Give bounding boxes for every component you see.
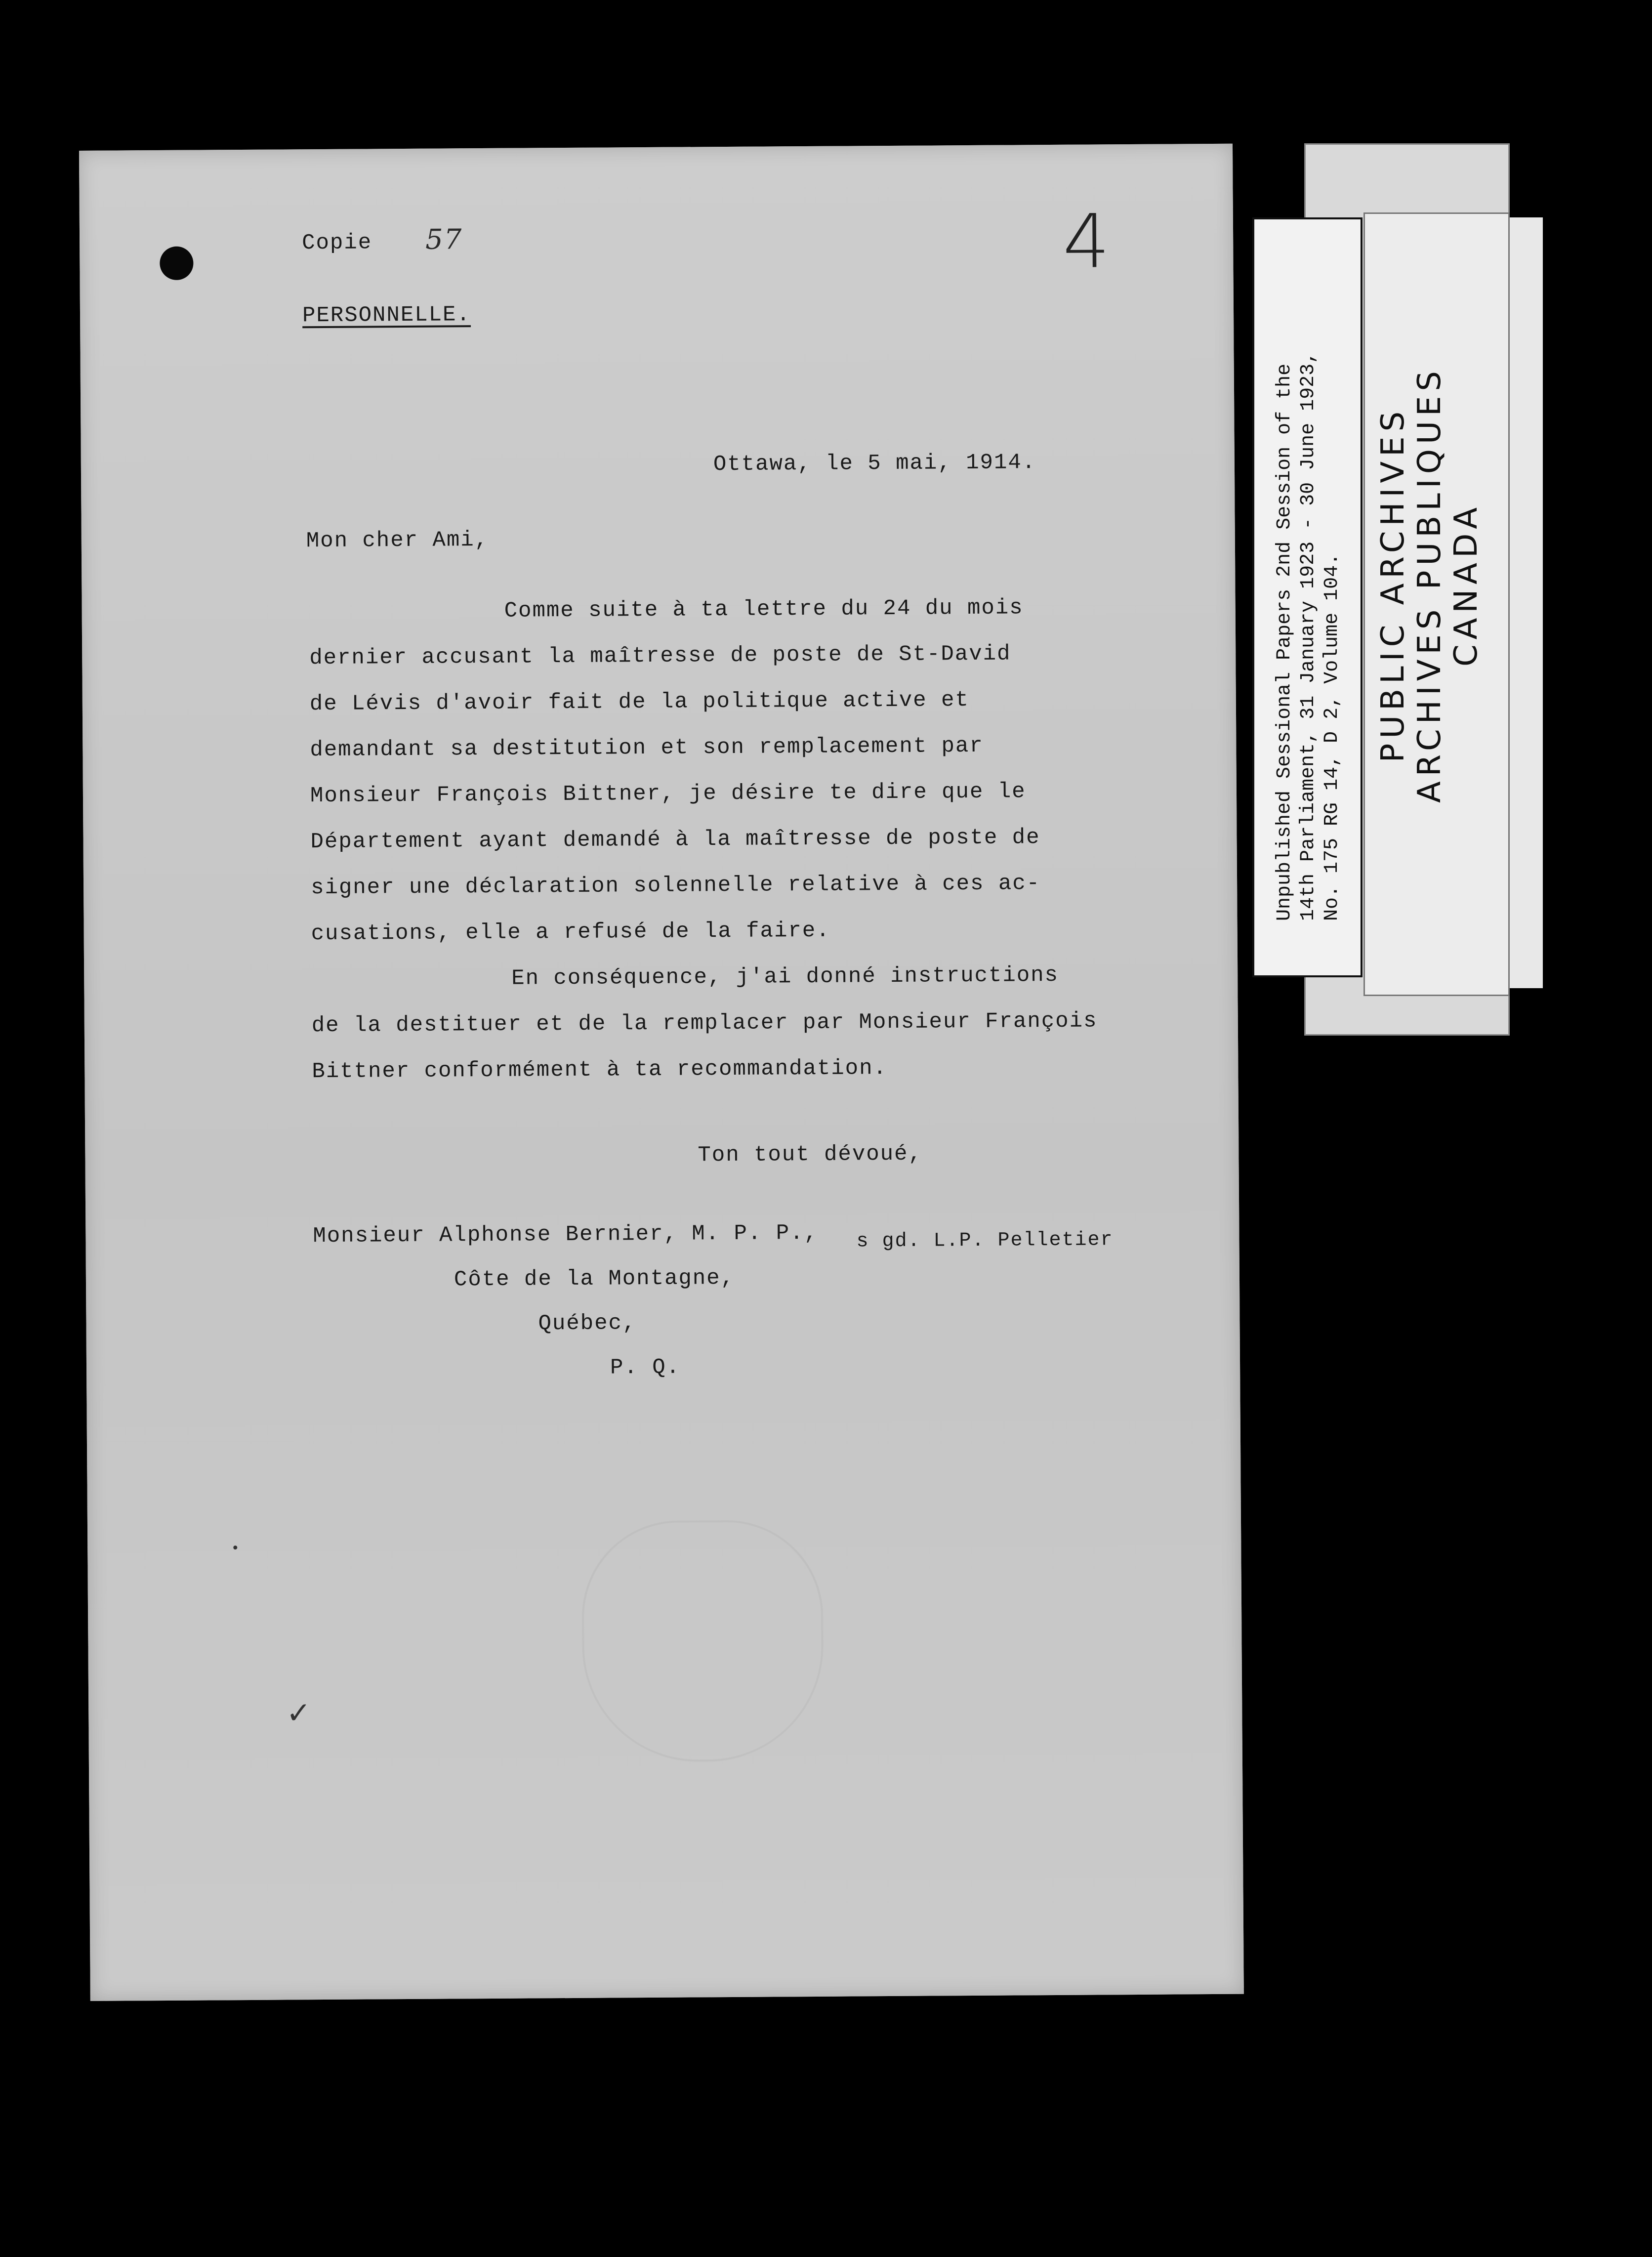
citation-label <box>1252 217 1363 977</box>
body-line: de Lévis d'avoir fait de la politique active et <box>309 688 969 717</box>
body-line: Monsieur François Bittner, je désire te dire que le <box>310 779 1026 809</box>
stamp-line: ARCHIVES PUBLIQUES <box>1411 366 1448 803</box>
body-line: Comme suite à ta lettre du 24 du mois <box>504 595 1024 624</box>
punch-hole <box>160 247 193 280</box>
speck <box>233 1546 237 1549</box>
page-number: 4 <box>1062 199 1112 285</box>
body-line: cusations, elle a refusé de la faire. <box>311 918 830 947</box>
body-line: Département ayant demandé à la maîtresse de poste de <box>310 825 1040 855</box>
copy-number: 57 <box>425 223 463 256</box>
body-line: En conséquence, j'ai donné instructions <box>511 962 1059 991</box>
closing: Ton tout dévoué, <box>698 1141 923 1168</box>
addressee-line: Côte de la Montagne, <box>454 1265 735 1293</box>
stamp-line: PUBLIC ARCHIVES <box>1375 406 1411 763</box>
signature: s gd. L.P. Pelletier <box>856 1229 1114 1253</box>
stamp-line: CANADA <box>1448 502 1485 667</box>
body-line: demandant sa destitution et son remplacement par <box>310 733 984 763</box>
body-line: signer une déclaration solennelle relative à ces ac- <box>310 871 1041 901</box>
copy-label: Copie <box>301 230 372 256</box>
date-line: Ottawa, le 5 mai, 1914. <box>713 450 1036 477</box>
body-line: dernier accusant la maîtresse de poste de St-David <box>309 641 1011 671</box>
archives-stamp-card <box>1363 212 1510 996</box>
letter-page <box>79 144 1244 2001</box>
faint-seal-watermark <box>581 1520 824 1762</box>
citation-line: No. 175 RG 14, D 2, Volume 104. <box>1321 553 1343 921</box>
salutation: Mon cher Ami, <box>306 527 489 554</box>
tab-edge <box>1507 217 1543 988</box>
check-mark: ✓ <box>286 1696 312 1731</box>
body-line: Bittner conformément à ta recommandation. <box>312 1056 888 1085</box>
citation-line: Unpublished Sessional Papers 2nd Session of the <box>1274 363 1296 921</box>
body-line: de la destituer et de la remplacer par Monsieur François <box>311 1008 1098 1039</box>
addressee-line: Québec, <box>538 1311 637 1337</box>
citation-line: 14th Parliament, 31 January 1923 - 30 June 1923, <box>1297 351 1320 921</box>
addressee-line: P. Q. <box>610 1355 681 1380</box>
classification-heading: PERSONNELLE. <box>302 302 471 329</box>
addressee-line: Monsieur Alphonse Bernier, M. P. P., <box>313 1220 819 1249</box>
archive-tab <box>1245 133 1551 1047</box>
